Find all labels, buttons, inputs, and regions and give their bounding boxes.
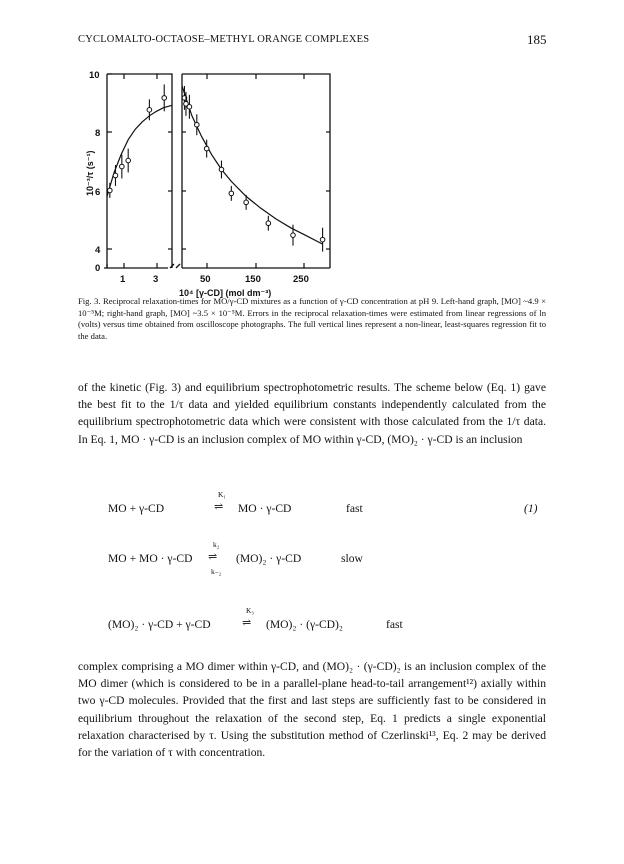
eq1-left: MO + γ-CD [108, 502, 165, 515]
right-data-point-7 [244, 200, 249, 205]
paragraph-2: complex comprising a MO dimer within γ-CD, and (MO)₂ · (γ-CD)₂ is an inclusion complex of the MO dimer (which is considered to be in a parallel-plane head-to-tail arrangement¹²) axially within two γ-CD molecules. Provided that the first and last steps are sufficiently fast to be considered in equilibrium throughout the relaxation of the second step, Eq. 1 predicts a single exponential relaxation characterised by τ. Using the substitution method of Czerlinski¹³, Eq. 2 may be derived for the variation of τ with concentration. [78, 660, 546, 760]
left-panel-data [107, 84, 172, 197]
y-tick-label-0: 0 [95, 263, 101, 274]
right-data-point-6 [229, 191, 234, 196]
right-panel-frame [182, 74, 330, 268]
y-tick-label-8: 8 [95, 128, 101, 139]
eq2-right: (MO)₂ · γ-CD [236, 552, 302, 565]
paragraph-1: of the kinetic (Fig. 3) and equilibrium spectrophotometric results. The scheme below (Eq. 1) gave the best fit to the 1/τ data and yielded equilibrium constants independently calculated from the equilibrium spectrophotometric data which were consistent with those calculated from the 1/τ data. In Eq. 1, MO · γ-CD is an inclusion complex of MO within γ-CD, (MO)₂ · γ-CD is an inclusion [78, 381, 546, 446]
caption-label: Fig. 3. [78, 296, 101, 306]
right-data-point-3 [195, 122, 200, 127]
right-panel-data [182, 86, 325, 252]
left-data-point-2 [120, 164, 125, 169]
eq2-k-reverse: k₋₂ [211, 567, 222, 576]
figure-3-plot [0, 0, 624, 300]
eq2-left: MO + MO · γ-CD [108, 552, 193, 565]
eq2-equilibrium-arrow: ⇌ [208, 551, 218, 563]
y-ticks [107, 74, 330, 249]
left-data-point-4 [147, 108, 152, 113]
left-panel-frame [107, 74, 172, 268]
y-tick-label-10: 10 [89, 70, 100, 81]
right-fit-curve [182, 86, 323, 244]
eq3-left: (MO)₂ · γ-CD + γ-CD [108, 618, 211, 631]
right-data-point-4 [204, 146, 209, 151]
x-ticks [124, 74, 304, 268]
running-title: CYCLOMALTO-OCTAOSE–METHYL ORANGE COMPLEXES [78, 34, 370, 45]
eq3-equilibrium-arrow: ⇌ [242, 617, 252, 629]
left-data-point-1 [113, 173, 118, 178]
eq1-speed: fast [346, 502, 363, 515]
y-axis-label: 10⁻³/τ (s⁻¹) [85, 150, 95, 196]
eq3-right: (MO)₂ · (γ-CD)₂ [266, 618, 343, 631]
x-axis-label: 10⁴ [γ-CD] (mol dm⁻³) [179, 288, 272, 298]
eq1-number: (1) [524, 502, 538, 515]
left-data-point-0 [108, 188, 113, 193]
left-fit-curve [107, 105, 172, 196]
right-data-point-5 [219, 167, 224, 172]
x-tick-label-3: 3 [153, 274, 159, 285]
right-data-point-8 [266, 221, 271, 226]
page-number: 185 [527, 32, 547, 47]
left-data-point-3 [126, 158, 131, 163]
right-data-point-9 [291, 233, 296, 238]
eq3-speed: fast [386, 618, 403, 631]
x-tick-label-50: 50 [200, 274, 211, 285]
caption-text: Reciprocal relaxation-times for MO/γ-CD mixtures as a function of γ-CD concentration at pH 9. Left-hand graph, [MO] ~4.9 × 10⁻⁵M; right-hand graph, [MO] ~3.5 × 10⁻⁵M. Errors in the reciprocal relaxation-times were estimated from linear regressions of ln (volts) versus time obtained from oscilloscope photographs. The full vertical lines represent a non-linear, least-squares regression fit to the data. [78, 296, 546, 341]
eq2-speed: slow [341, 552, 363, 565]
right-data-point-2 [187, 105, 192, 110]
x-tick-label-1: 1 [120, 274, 126, 285]
right-data-point-10 [320, 237, 325, 242]
eq3-k: K₃ [246, 606, 255, 615]
y-tick-label-4: 4 [95, 245, 101, 256]
x-tick-label-250: 250 [293, 274, 309, 285]
eq1-right: MO · γ-CD [238, 502, 292, 515]
eq1-k: K₁ [218, 490, 227, 499]
eq1-equilibrium-arrow: ⇌ [214, 501, 224, 513]
x-tick-label-150: 150 [245, 274, 261, 285]
figure-caption [78, 296, 546, 342]
eq2-k-forward: k₂ [213, 540, 220, 549]
y-tick-label-6: 6 [95, 187, 101, 198]
x-axis-line [104, 264, 330, 268]
left-data-point-5 [162, 96, 167, 101]
